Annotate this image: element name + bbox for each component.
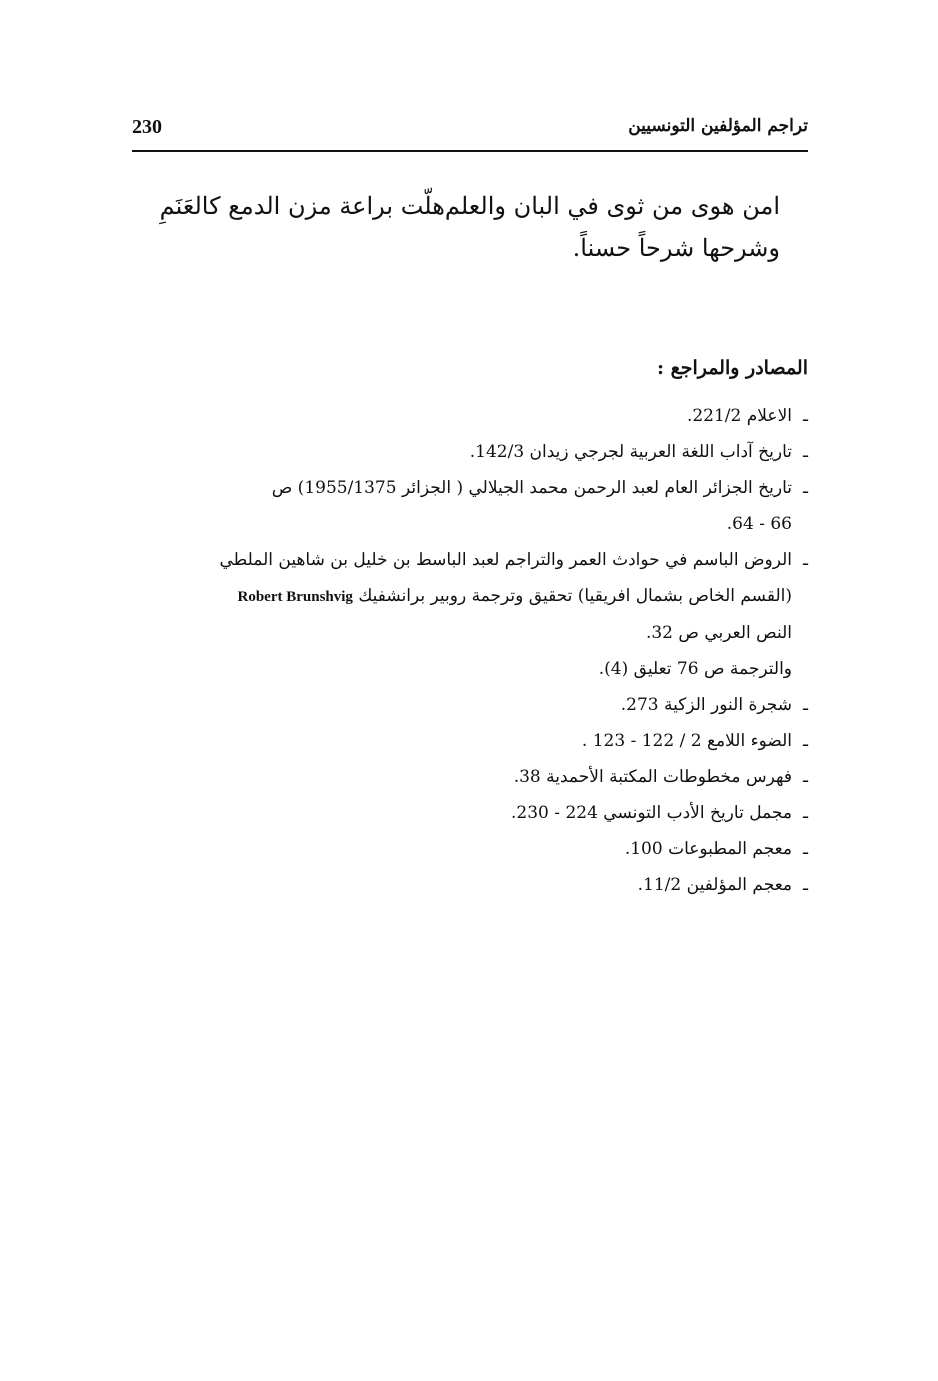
source-item: [132, 434, 808, 470]
source-line: [132, 578, 792, 615]
source-line: ـ الاعلام 221/2.: [686, 406, 792, 426]
running-title: تراجم المؤلفين التونسيين: [628, 116, 808, 136]
source-line: ـ تاريخ آداب اللغة العربية لجرجي زيدان 142/3.: [469, 442, 792, 462]
source-line: ـ تاريخ الجزائر العام لعبد الرحمن محمد الجيلالي ( الجزائر 1955/1375) ص: [271, 478, 792, 498]
source-item: [132, 723, 808, 759]
page-header: [132, 112, 808, 152]
source-item: [132, 795, 808, 831]
source-line: ـ معجم المؤلفين 11/2.: [637, 875, 792, 895]
sources-section: [132, 346, 808, 903]
poem-verse: [160, 185, 780, 269]
source-line: ـ شجرة النور الزكية 273.: [620, 695, 792, 715]
source-item: [132, 687, 808, 723]
source-line-arabic: (القسم الخاص بشمال افريقيا) تحقيق وترجمة روبير برانشفيك: [358, 586, 792, 606]
source-line: 66 - 64.: [726, 514, 792, 534]
verse-continuation: وشرحها شرحاً حسناً.: [572, 234, 780, 262]
source-line: النص العربي ص 32.: [645, 623, 792, 643]
source-item: [132, 759, 808, 795]
source-line: ـ فهرس مخطوطات المكتبة الأحمدية 38.: [513, 767, 792, 787]
verse-line: [160, 185, 780, 227]
source-item: [132, 398, 808, 434]
source-list: [132, 398, 808, 903]
source-line: ـ معجم المطبوعات 100.: [624, 839, 792, 859]
source-line: ـ الروض الباسم في حوادث العمر والتراجم لعبد الباسط بن خليل بن شاهين الملطي: [219, 550, 792, 570]
source-author-latin: Robert Brunshvig: [237, 589, 353, 605]
source-line: ـ الضوء اللامع 2 / 122 - 123 .: [581, 731, 792, 751]
sources-heading: المصادر والمراجع :: [656, 357, 808, 379]
source-line: والترجمة ص 76 تعليق (4).: [598, 659, 792, 679]
source-item: [132, 470, 808, 542]
source-item: [132, 867, 808, 903]
source-item: [132, 542, 808, 687]
source-line: ـ مجمل تاريخ الأدب التونسي 224 - 230.: [511, 803, 792, 823]
page-number: 230: [132, 116, 162, 138]
source-item: [132, 831, 808, 867]
verse-first-hemistich: امن هوى من ثوى في البان والعلم: [444, 192, 780, 220]
verse-second-hemistich: هلّت براعة مزن الدمع كالعَنَمِ: [159, 192, 445, 220]
